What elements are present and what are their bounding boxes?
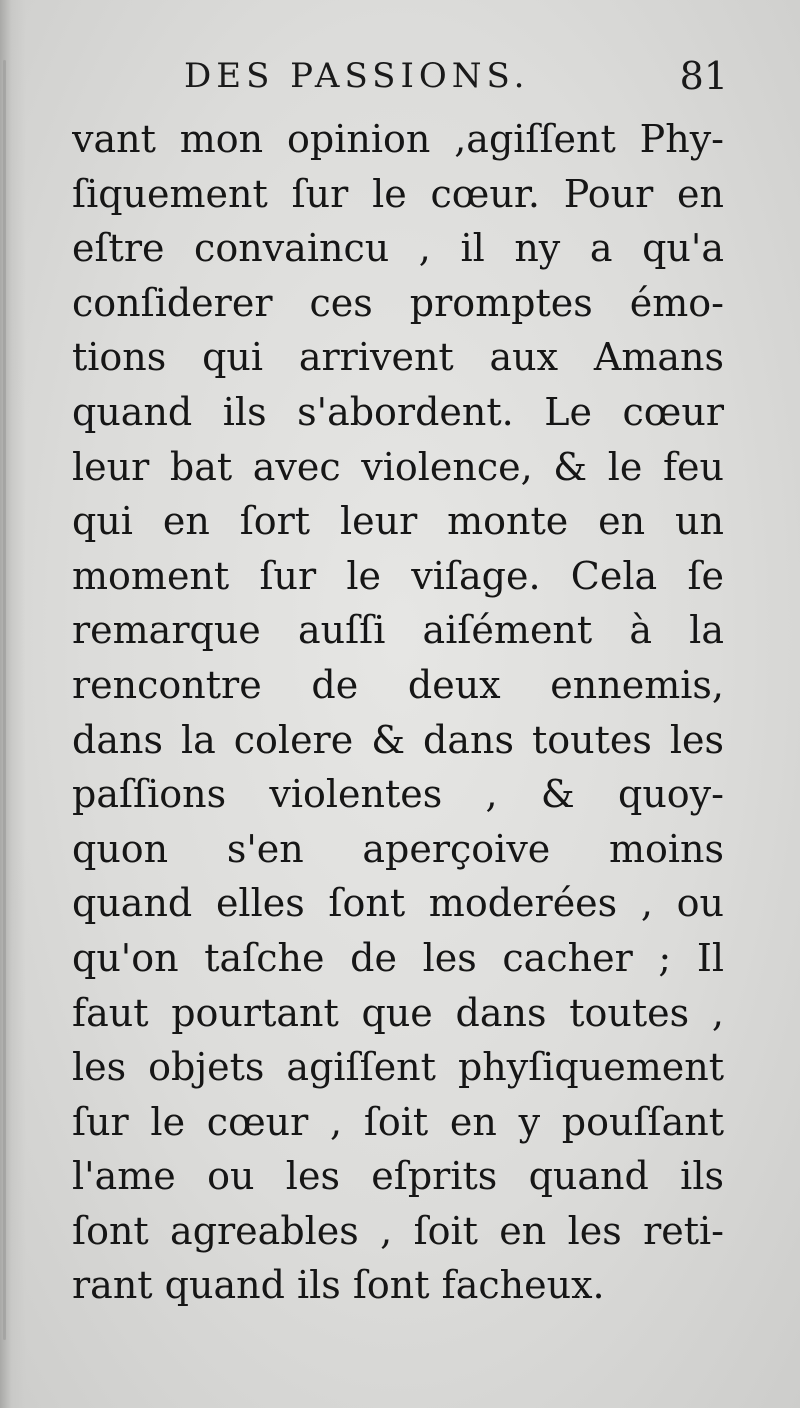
text-line: l'ame ou les eſprits quand ils [72,1154,724,1199]
text-line: ſur le cœur , ſoit en y pouſſant [72,1099,724,1144]
text-line: rant quand ils ſont facheux. [72,1263,605,1308]
page-header [72,52,732,112]
text-line: tions qui arrivent aux Amans [72,335,724,380]
text-line: vant mon opinion ,agiſſent Phy- [72,117,724,161]
text-line: dans la colere & dans toutes les [72,717,724,762]
text-line: conſiderer ces promptes émo- [72,280,724,325]
text-line: eſtre convaincu , il ny a qu'a [72,226,724,271]
text-line: les objets agiſſent phyſiquement [72,1045,724,1090]
text-line: moment ſur le viſage. Cela ſe [72,553,724,598]
text-line: qui en ſort leur monte en un [72,499,724,544]
text-line: remarque auſſi aiſément à la [72,608,724,653]
body-text [72,112,724,1313]
text-line: quand elles ſont moderées , ou [72,881,724,926]
text-line: paſſions violentes , & quoy- [72,772,724,817]
text-line: rencontre de deux ennemis, [72,662,724,707]
text-line: ſont agreables , ſoit en les reti- [72,1208,724,1253]
text-line: faut pourtant que dans toutes , [72,990,724,1035]
text-line: qu'on taſche de les cacher ; Il [72,935,724,980]
running-head: DES PASSIONS. [184,56,530,96]
text-line: leur bat avec violence, & le feu [72,444,724,489]
text-line: ſiquement ſur le cœur. Pour en [72,171,724,216]
page-edge [3,60,6,1340]
page-number: 81 [679,54,728,98]
text-line: quon s'en aperçoive moins [72,826,724,871]
text-line: quand ils s'abordent. Le cœur [72,389,724,434]
